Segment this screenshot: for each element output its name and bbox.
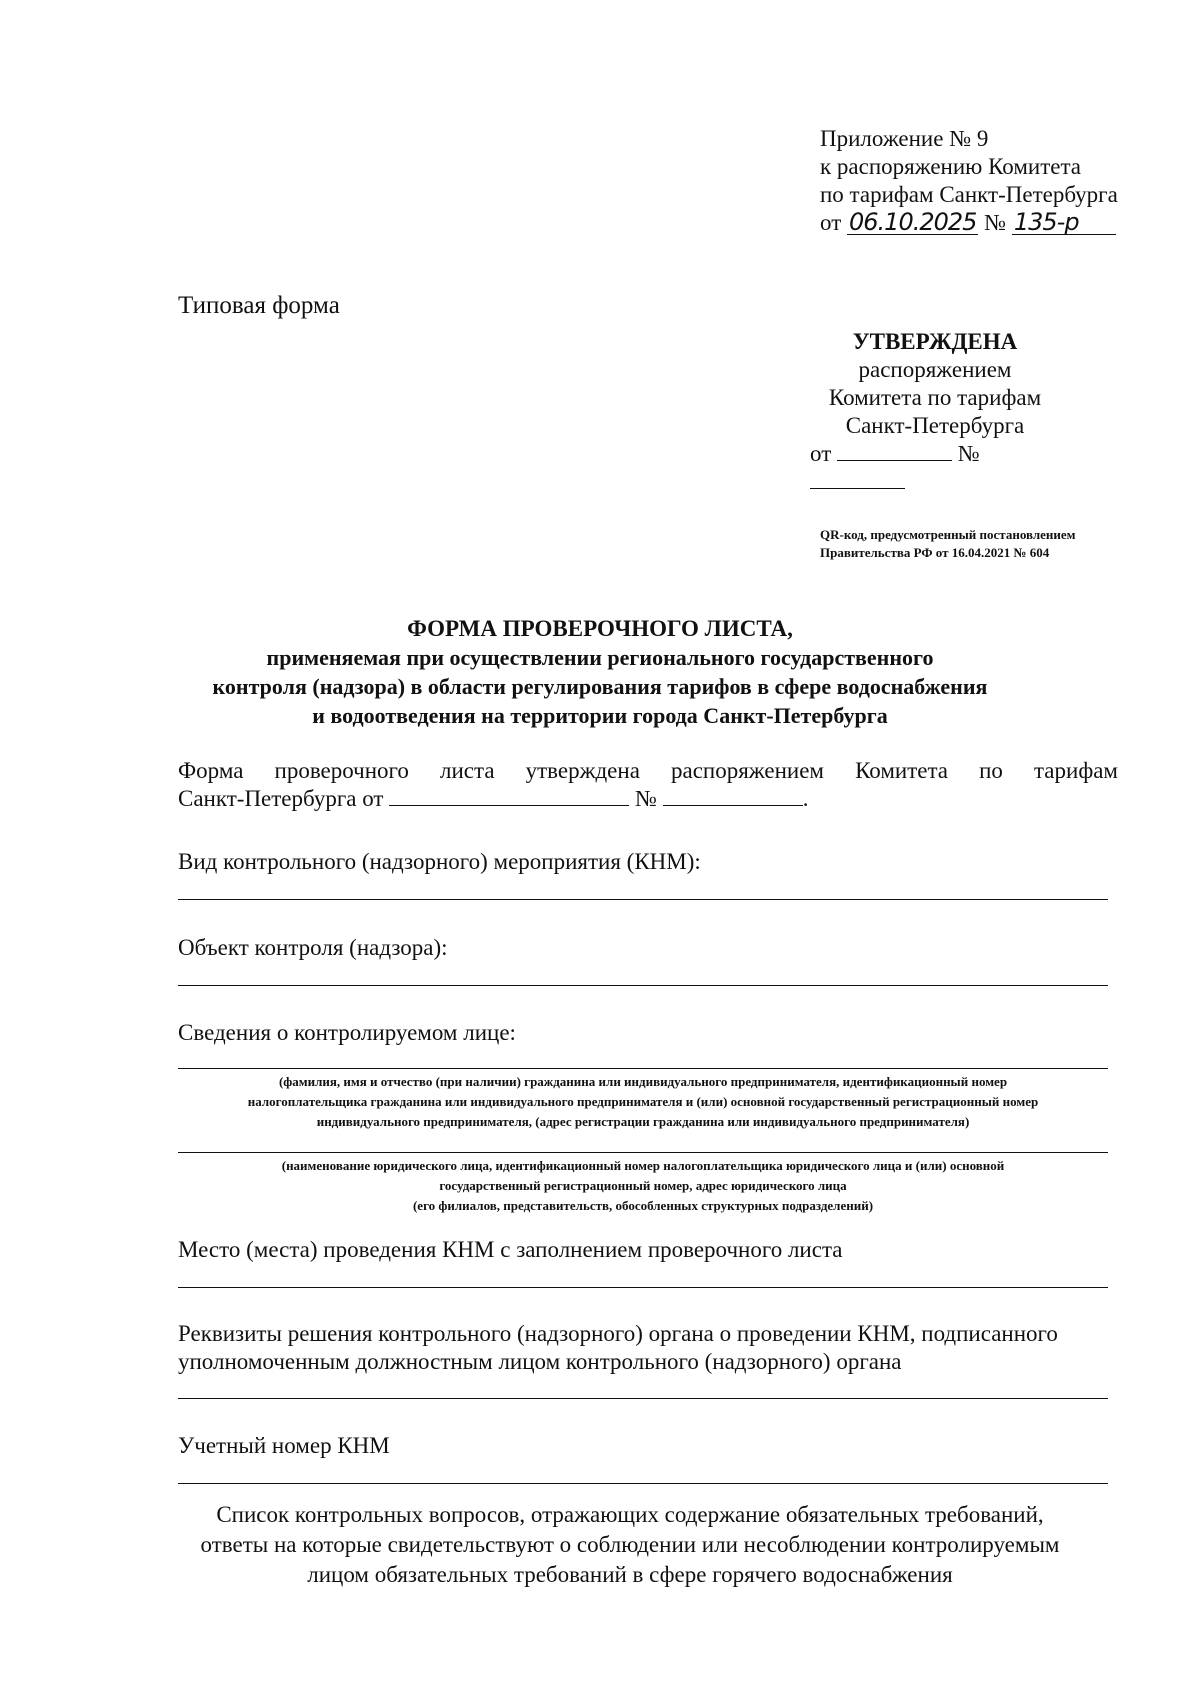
decision-line-2: уполномоченным должностным лицом контрольного (надзорного) органа	[178, 1349, 902, 1374]
legal-entity-input-line[interactable]	[178, 1152, 1108, 1153]
title-line-4: и водоотведения на территории города Санкт-Петербурга	[312, 703, 888, 728]
knm-type-input-line[interactable]	[178, 899, 1108, 900]
approved-date-line	[795, 440, 1075, 496]
approval-from-prefix: Санкт-Петербурга от	[178, 786, 384, 811]
annex-line-2: к распоряжению Комитета	[820, 154, 1081, 179]
approved-from-prefix: от	[810, 441, 832, 466]
legal-caption-line-1: (наименование юридического лица, идентификационный номер налогоплательщика юридического лица и (или) основной	[281, 1158, 1005, 1173]
approval-date-blank[interactable]	[389, 785, 629, 806]
questions-intro-line-1: Список контрольных вопросов, отражающих содержание обязательных требований,	[216, 1502, 1044, 1527]
approved-title: УТВЕРЖДЕНА	[852, 329, 1018, 354]
decision-line-1: Реквизиты решения контрольного (надзорного) органа о проведении КНМ, подписанного	[178, 1321, 1058, 1346]
decision-details-input-line[interactable]	[178, 1398, 1108, 1399]
questions-intro-line-3: лицом обязательных требований в сфере горячего водоснабжения	[307, 1562, 953, 1587]
qr-note-line-1: QR-код, предусмотренный постановлением	[820, 527, 1076, 542]
control-object-label: Объект контроля (надзора):	[178, 935, 448, 960]
approved-number-blank[interactable]	[810, 468, 905, 489]
decision-details-label	[178, 1320, 1058, 1376]
annex-header	[820, 125, 1160, 237]
questions-intro	[150, 1500, 1110, 1590]
approved-number-prefix: №	[957, 441, 980, 466]
control-object-input-line[interactable]	[178, 985, 1108, 986]
approved-line-1: распоряжением	[858, 357, 1012, 382]
annex-line-3: по тарифам Санкт-Петербурга	[820, 182, 1118, 207]
individual-caption-line-3: индивидуального предпринимателя, (адрес регистрации гражданина или индивидуального предпринимателя)	[316, 1114, 970, 1129]
approval-end-dot: .	[802, 786, 809, 811]
approval-number-blank[interactable]	[663, 785, 803, 806]
inspection-place-input-line[interactable]	[178, 1287, 1108, 1288]
questions-intro-line-2: ответы на которые свидетельствуют о соблюдении или несоблюдении контролируемым	[200, 1532, 1060, 1557]
qr-code-note	[820, 526, 1076, 562]
title-line-1: ФОРМА ПРОВЕРОЧНОГО ЛИСТА,	[407, 616, 793, 641]
approved-date-blank[interactable]	[837, 440, 952, 461]
approval-text-line-1: Форма проверочного листа утверждена распоряжением Комитета по тарифам	[178, 758, 1118, 783]
annex-number: Приложение № 9	[820, 126, 989, 151]
individual-caption	[178, 1072, 1108, 1132]
record-number-input-line[interactable]	[178, 1483, 1108, 1484]
inspection-place-label: Место (места) проведения КНМ с заполнением проверочного листа	[178, 1237, 843, 1262]
individual-caption-line-1: (фамилия, имя и отчество (при наличии) гражданина или индивидуального предпринимателя, идентификационный номер	[278, 1074, 1008, 1089]
individual-caption-line-2: налогоплательщика гражданина или индивидуального предпринимателя и (или) основной государственный регистрационный номер	[247, 1094, 1039, 1109]
qr-note-line-2: Правительства РФ от 16.04.2021 № 604	[820, 545, 1050, 560]
form-type-label: Типовая форма	[178, 292, 340, 319]
title-line-3: контроля (надзора) в области регулирования тарифов в сфере водоснабжения	[212, 674, 988, 699]
approval-number-prefix: №	[634, 786, 657, 811]
document-title	[150, 614, 1050, 730]
legal-caption-line-2: государственный регистрационный номер, адрес юридического лица	[439, 1178, 847, 1193]
approval-stamp-block	[795, 328, 1075, 496]
record-number-label: Учетный номер КНМ	[178, 1433, 390, 1458]
approved-line-2: Комитета по тарифам	[828, 385, 1042, 410]
annex-number-prefix: №	[984, 210, 1007, 235]
controlled-person-input-line[interactable]	[178, 1068, 1108, 1069]
annex-handwritten-number: 135-р	[1012, 210, 1116, 235]
title-line-2: применяемая при осуществлении регионального государственного	[266, 645, 934, 670]
annex-handwritten-date: 06.10.2025	[849, 208, 977, 236]
legal-entity-caption	[178, 1156, 1108, 1216]
knm-type-label: Вид контрольного (надзорного) мероприятия (КНМ):	[178, 849, 701, 874]
approved-line-3: Санкт-Петербурга	[845, 413, 1025, 438]
controlled-person-label: Сведения о контролируемом лице:	[178, 1020, 516, 1045]
approval-text-line-2	[178, 785, 1118, 813]
annex-date-line	[820, 209, 1160, 237]
annex-from-prefix: от	[820, 210, 842, 235]
legal-caption-line-3: (его филиалов, представительств, обособленных структурных подразделений)	[412, 1198, 874, 1213]
